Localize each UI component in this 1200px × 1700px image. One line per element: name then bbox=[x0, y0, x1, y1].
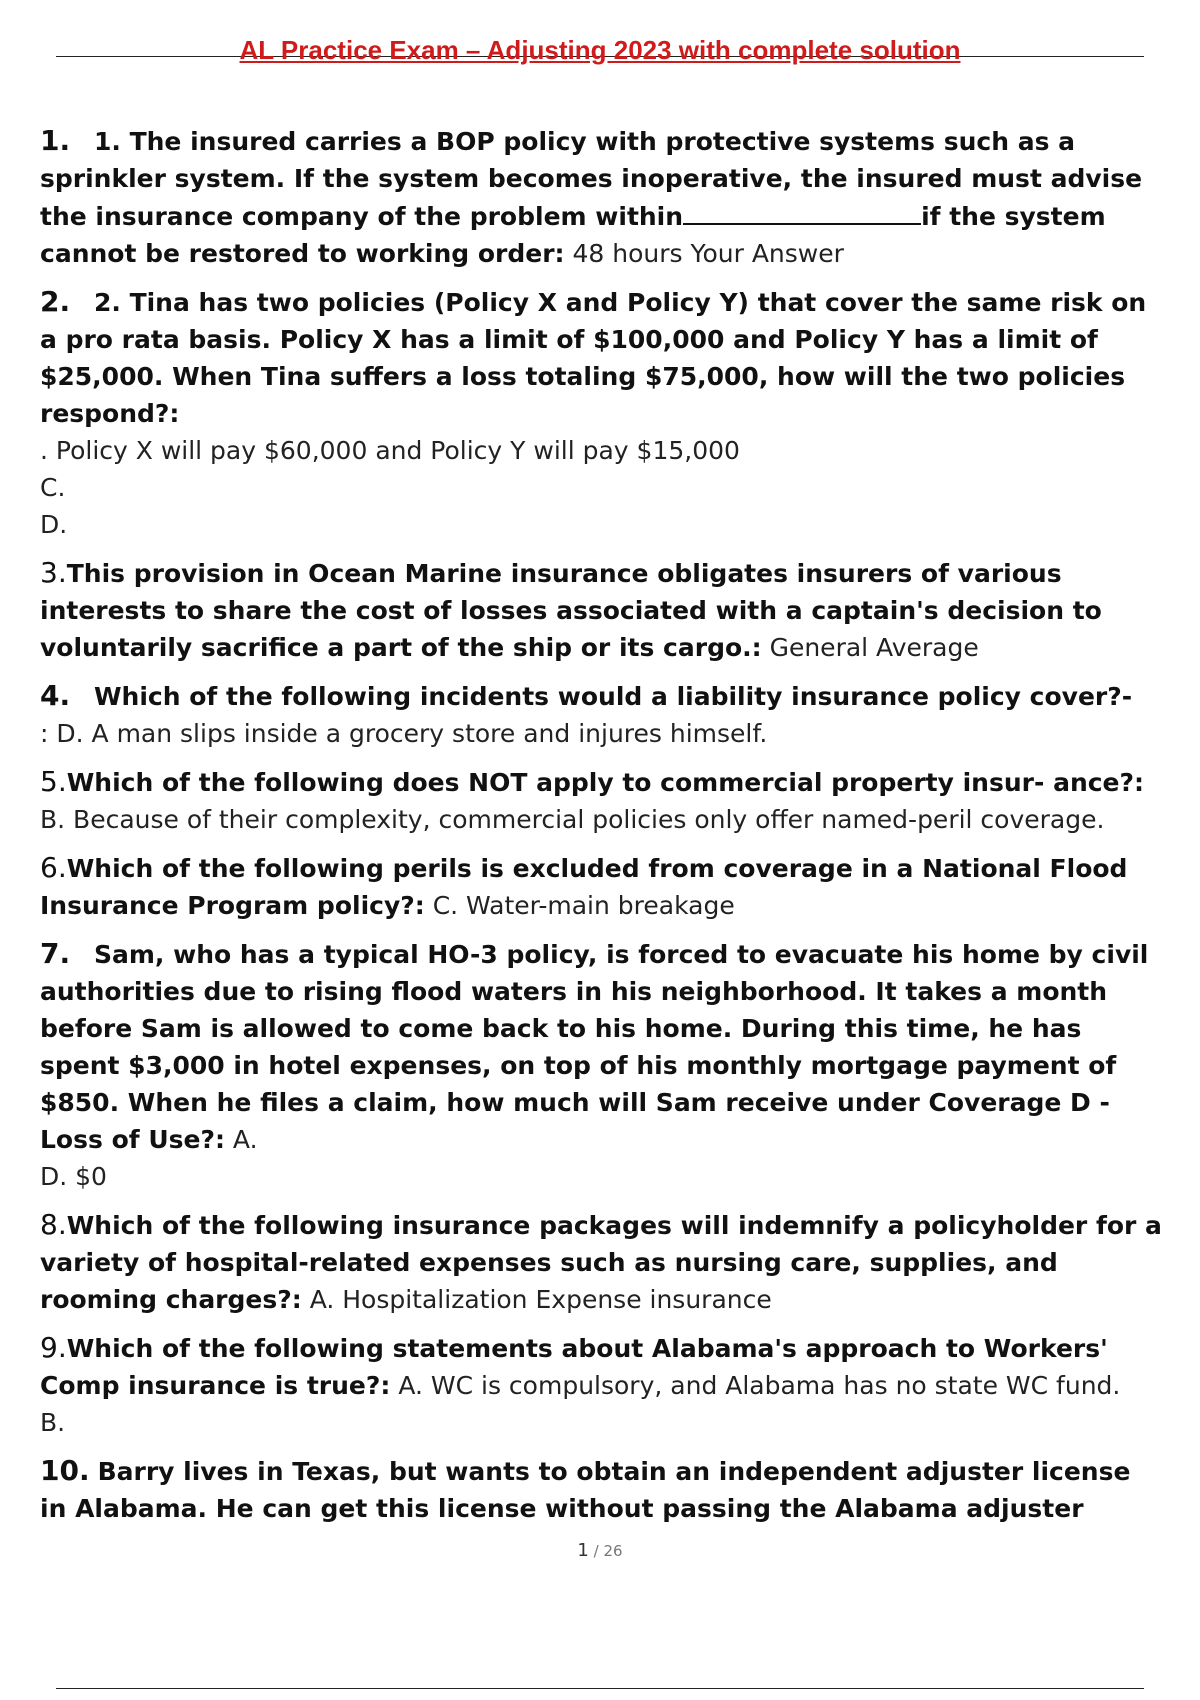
question-answer: A. Hospitalization Expense insurance bbox=[301, 1285, 772, 1314]
question-stem: 1. The insured carries a BOP policy with protective systems such as a sprinkler system. If the system becomes inoperative, the insured must advise the insurance company of the problem within bbox=[40, 127, 1143, 231]
question-4 bbox=[40, 677, 1165, 752]
option-label: B. bbox=[40, 1408, 66, 1437]
question-number: 6. bbox=[40, 851, 67, 884]
question-answer: : D. A man slips inside a grocery store and injures himself. bbox=[40, 719, 768, 748]
question-list bbox=[40, 122, 1165, 1538]
question-stem: This provision in Ocean Marine insurance obligates insurers of various interests to share the cost of losses associated with a captain's decision to voluntarily sacrifice a part of the ship or its cargo.: bbox=[40, 559, 1102, 662]
question-stem: Sam, who has a typical HO-3 policy, is forced to evacuate his home by civil authorities due to rising flood waters in his neighborhood. It takes a month before Sam is allowed to come back to his home. During this time, he has spent $3,000 in hotel expenses, on top of his monthly mortgage payment of $850. When he files a claim, how much will Sam receive under Coverage D - Loss of Use?: bbox=[40, 940, 1149, 1154]
question-7 bbox=[40, 935, 1165, 1195]
question-answer: C. Water-main breakage bbox=[424, 891, 735, 920]
question-2 bbox=[40, 283, 1165, 543]
question-answer: . Policy X will pay $60,000 and Policy Y will pay $15,000 bbox=[40, 436, 740, 465]
document-title: AL Practice Exam – Adjusting 2023 with complete solution bbox=[239, 35, 961, 65]
footer-rule bbox=[56, 1688, 1144, 1689]
question-5 bbox=[40, 763, 1165, 838]
answer-blank bbox=[683, 197, 921, 225]
question-answer: General Average bbox=[761, 633, 979, 662]
question-number: 9. bbox=[40, 1331, 67, 1364]
question-number: 4. bbox=[40, 679, 71, 712]
question-6 bbox=[40, 849, 1165, 924]
question-stem: Which of the following incidents would a liability insurance policy cover?- bbox=[93, 682, 1133, 711]
question-stem: Which of the following statements about Alabama's approach to Workers' Comp insurance is true?: bbox=[40, 1334, 1108, 1400]
question-number: 5. bbox=[40, 765, 67, 798]
question-answer: 48 hours Your Answer bbox=[564, 239, 844, 268]
question-3 bbox=[40, 554, 1165, 666]
question-answer: B. Because of their complexity, commercial policies only offer named-peril coverage. bbox=[40, 805, 1105, 834]
question-answer: A. WC is compulsory, and Alabama has no state WC fund. bbox=[390, 1371, 1121, 1400]
option-label: C. bbox=[40, 473, 66, 502]
question-1 bbox=[40, 122, 1165, 272]
question-stem: Which of the following insurance packages will indemnify a policyholder for a variety of hospital-related expenses such as nursing care, supplies, and rooming charges?: bbox=[40, 1211, 1162, 1314]
question-stem: Which of the following does NOT apply to commercial property insur- ance?: bbox=[66, 768, 1145, 797]
document-header bbox=[56, 34, 1144, 70]
question-number: 8. bbox=[40, 1208, 67, 1241]
question-10 bbox=[40, 1452, 1165, 1527]
page-indicator bbox=[0, 1540, 1200, 1561]
question-answer: A. bbox=[224, 1125, 258, 1154]
question-number: 3. bbox=[40, 556, 67, 589]
question-9 bbox=[40, 1329, 1165, 1441]
option-label: D. bbox=[40, 510, 68, 539]
question-stem: Which of the following perils is excluded from coverage in a National Flood Insurance Program policy?: bbox=[40, 854, 1128, 920]
question-8 bbox=[40, 1206, 1165, 1318]
question-number: 1. bbox=[40, 124, 71, 157]
page-total: / 26 bbox=[588, 1542, 623, 1560]
question-stem: Barry lives in Texas, but wants to obtain an independent adjuster license in Alabama. He can get this license without passing the Alabama adjuster bbox=[40, 1457, 1131, 1523]
question-number: 7. bbox=[40, 937, 71, 970]
option-label: D. $0 bbox=[40, 1162, 107, 1191]
question-stem: 2. Tina has two policies (Policy X and Policy Y) that cover the same risk on a pro rata basis. Policy X has a limit of $100,000 and Policy Y has a limit of $25,000. When Tina suffers a loss totaling $75,000, how will the two policies respond?: bbox=[40, 288, 1147, 428]
question-number: 2. bbox=[40, 285, 71, 318]
question-number: 10. bbox=[40, 1454, 90, 1487]
page-number: 1 bbox=[577, 1540, 589, 1561]
question-stem-continued: if the system cannot be restored to working order: bbox=[40, 202, 1106, 268]
